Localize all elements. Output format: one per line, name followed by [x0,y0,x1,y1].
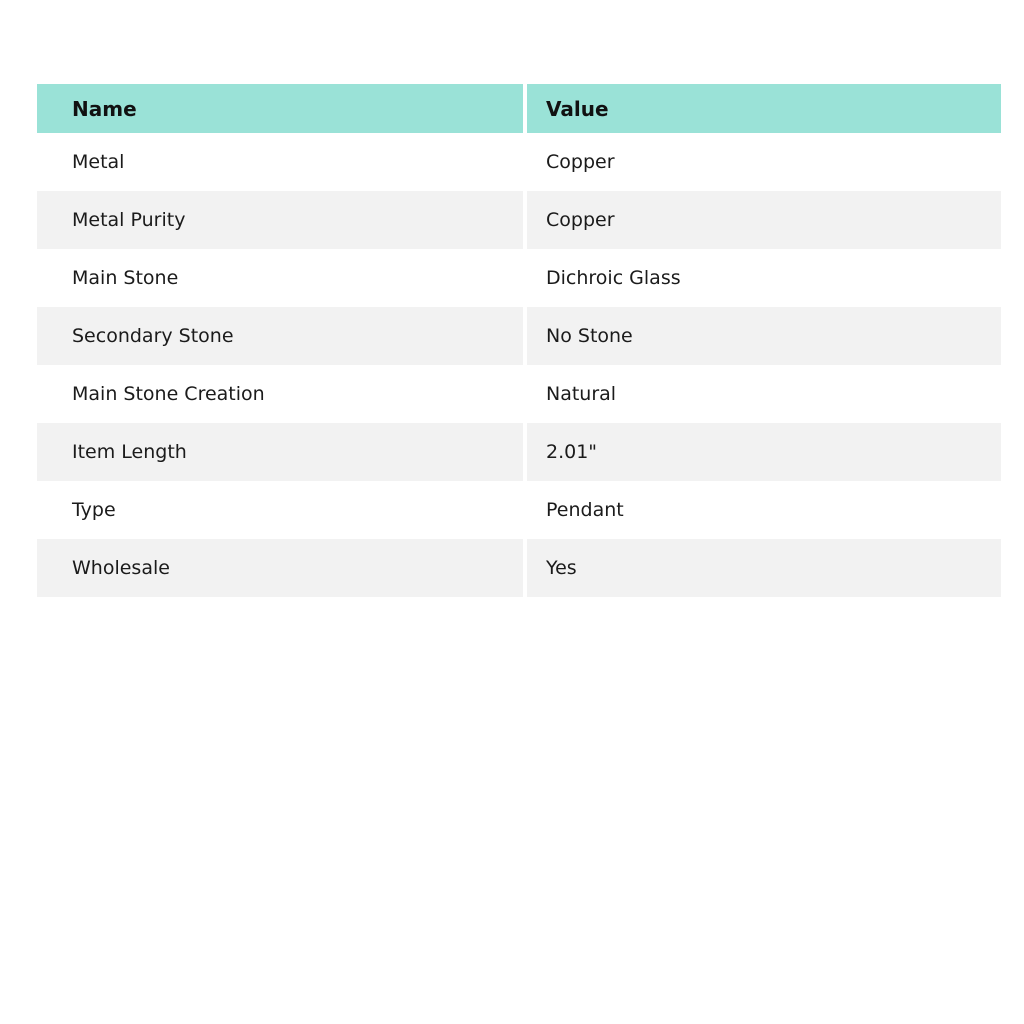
attribute-value: Yes [527,539,1001,597]
table-header-row [37,84,1001,133]
table-row [37,133,1001,191]
table-row [37,539,1001,597]
attribute-value: Copper [527,191,1001,249]
attribute-name: Metal [72,151,125,173]
attribute-name: Main Stone [72,267,179,289]
attribute-name: Wholesale [37,539,523,597]
attribute-name: Secondary Stone [37,307,523,365]
attribute-name: Type [72,499,116,521]
column-header-name: Name [37,84,523,133]
attribute-value: Natural [546,383,617,405]
attribute-value: 2.01" [527,423,1001,481]
attribute-value: Copper [546,151,615,173]
column-header-value: Value [527,84,1001,133]
attribute-name: Metal Purity [37,191,523,249]
table-body [37,133,1001,597]
attributes-table [37,84,1001,597]
attribute-value: No Stone [527,307,1001,365]
table-row [37,191,1001,249]
table-row [37,423,1001,481]
table-row [37,249,1001,307]
attribute-name: Main Stone Creation [72,383,265,405]
attribute-value: Dichroic Glass [546,267,681,289]
attribute-name: Item Length [37,423,523,481]
attribute-value: Pendant [546,499,624,521]
table-row [37,365,1001,423]
table-row [37,307,1001,365]
table-row [37,481,1001,539]
